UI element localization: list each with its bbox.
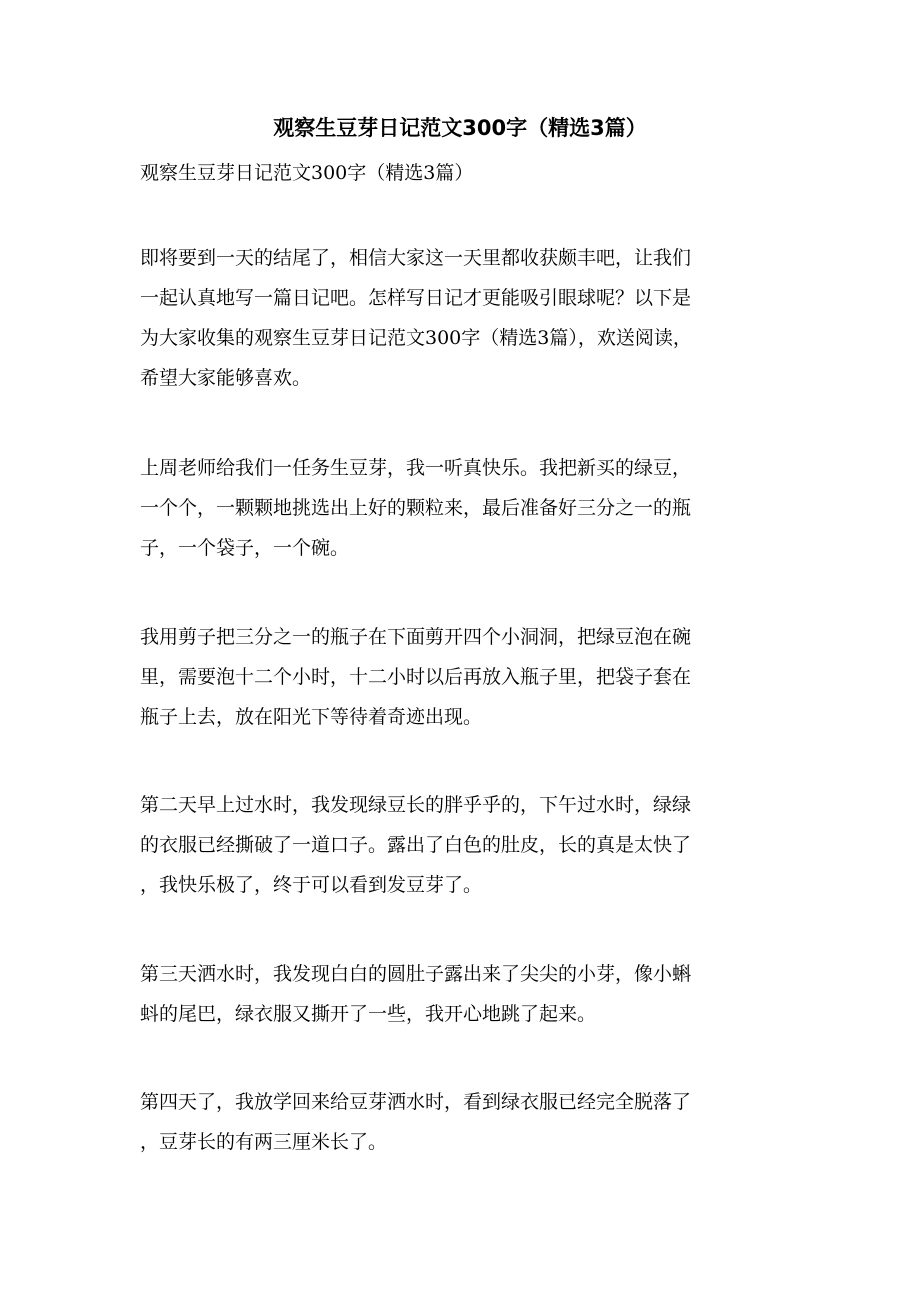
paragraph-line: 瓶子上去，放在阳光下等待着奇迹出现。 — [140, 706, 483, 728]
paragraph-line: ，我快乐极了，终于可以看到发豆芽了。 — [140, 874, 483, 896]
paragraph-line: 我用剪子把三分之一的瓶子在下面剪开四个小洞洞，把绿豆泡在碗 — [140, 626, 692, 648]
paragraph-line: 希望大家能够喜欢。 — [140, 367, 312, 389]
paragraph-2 — [140, 448, 780, 568]
paragraph-6 — [140, 1082, 780, 1162]
document-subtitle: 观察生豆芽日记范文300字（精选3篇） — [140, 162, 474, 184]
paragraph-line: ，豆芽长的有两三厘米长了。 — [140, 1131, 388, 1153]
paragraph-line: 上周老师给我们一任务生豆芽，我一听真快乐。我把新买的绿豆， — [140, 457, 692, 479]
paragraph-line: 即将要到一天的结尾了，相信大家这一天里都收获颇丰吧，让我们 — [140, 247, 692, 269]
paragraph-5 — [140, 954, 780, 1034]
paragraph-intro — [140, 238, 780, 398]
paragraph-3 — [140, 617, 780, 737]
paragraph-line: 里，需要泡十二个小时，十二小时以后再放入瓶子里，把袋子套在 — [140, 666, 692, 688]
paragraph-line: 为大家收集的观察生豆芽日记范文300字（精选3篇），欢送阅读， — [140, 327, 692, 349]
paragraph-line: 蚪的尾巴，绿衣服又撕开了一些，我开心地跳了起来。 — [140, 1003, 597, 1025]
paragraph-line: 的衣服已经撕破了一道口子。露出了白色的肚皮，长的真是太快了 — [140, 834, 692, 856]
paragraph-line: 一起认真地写一篇日记吧。怎样写日记才更能吸引眼球呢？以下是 — [140, 287, 692, 309]
paragraph-line: 第三天洒水时，我发现白白的圆肚子露出来了尖尖的小芽，像小蝌 — [140, 963, 692, 985]
paragraph-line: 第二天早上过水时，我发现绿豆长的胖乎乎的，下午过水时，绿绿 — [140, 794, 692, 816]
paragraph-line: 第四天了，我放学回来给豆芽洒水时，看到绿衣服已经完全脱落了 — [140, 1091, 692, 1113]
paragraph-line: 一个个，一颗颗地挑选出上好的颗粒来，最后准备好三分之一的瓶 — [140, 497, 692, 519]
document-title: 观察生豆芽日记范文300字（精选3篇） — [273, 116, 647, 140]
paragraph-4 — [140, 785, 780, 905]
paragraph-line: 子，一个袋子，一个碗。 — [140, 537, 350, 559]
